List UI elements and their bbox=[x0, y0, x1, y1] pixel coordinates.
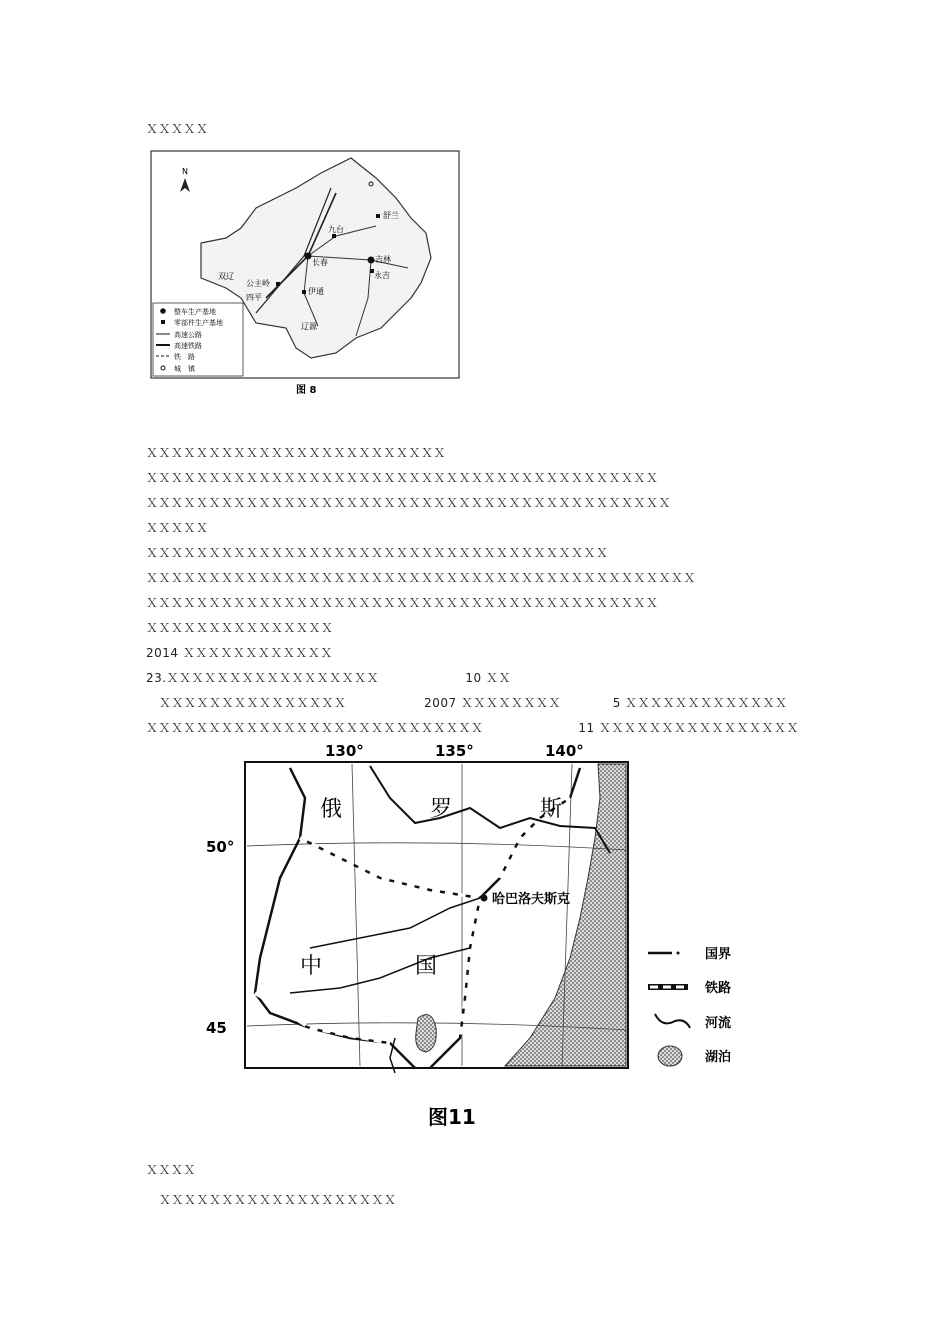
text-line-5: ＸＸＸＸＸ bbox=[146, 521, 209, 535]
legend-label: 高速铁路 bbox=[174, 342, 202, 350]
city-label-khabarovsk: 哈巴洛夫斯克 bbox=[492, 892, 571, 907]
text-line-2: ＸＸＸＸＸＸＸＸＸＸＸＸＸＸＸＸＸＸＸＸＸＸＸＸ bbox=[146, 446, 447, 460]
country-label: 国 bbox=[415, 954, 438, 979]
latitude-label: 50° bbox=[206, 838, 235, 856]
question-23-line-2: ＸＸＸＸＸＸＸＸＸＸＸＸＸＸＸ 2007 ＸＸＸＸＸＸＸＸ 5 ＸＸＸＸＸＸＸＸＸＸＸＸＸ bbox=[146, 696, 788, 710]
north-arrow-label: N bbox=[182, 167, 188, 176]
legend-label: 河流 bbox=[705, 1016, 732, 1031]
longitude-label: 140° bbox=[545, 742, 584, 760]
legend-label: 城 镇 bbox=[174, 365, 195, 373]
city-label: 公主岭 bbox=[246, 279, 270, 288]
city-label: 伊通 bbox=[308, 287, 324, 296]
country-label: 斯 bbox=[540, 797, 563, 822]
text-line-answer: ＸＸＸＸ bbox=[146, 1163, 197, 1177]
figure-map-11 bbox=[200, 738, 760, 1137]
figure-map-8 bbox=[146, 148, 464, 404]
country-label: 俄 bbox=[320, 797, 343, 822]
figure-caption: 图 8 bbox=[296, 385, 317, 396]
figure-caption: 图11 bbox=[428, 1105, 476, 1129]
legend-label: 湖泊 bbox=[705, 1050, 732, 1065]
text-line-4: ＸＸＸＸＸＸＸＸＸＸＸＸＸＸＸＸＸＸＸＸＸＸＸＸＸＸＸＸＸＸＸＸＸＸＸＸＸＸＸＸＸＸ bbox=[146, 496, 672, 510]
legend-label: 铁 路 bbox=[174, 353, 195, 361]
text-line-10: 2014 ＸＸＸＸＸＸＸＸＸＸＸＸ bbox=[146, 646, 333, 660]
text-line-1: ＸＸＸＸＸ bbox=[146, 122, 209, 136]
text-line-9: ＸＸＸＸＸＸＸＸＸＸＸＸＸＸＸ bbox=[146, 621, 334, 635]
latitude-label: 45 bbox=[206, 1019, 227, 1037]
text-line-8: ＸＸＸＸＸＸＸＸＸＸＸＸＸＸＸＸＸＸＸＸＸＸＸＸＸＸＸＸＸＸＸＸＸＸＸＸＸＸＸＸＸ bbox=[146, 596, 659, 610]
legend-label: 整车生产基地 bbox=[174, 308, 216, 316]
longitude-label: 130° bbox=[325, 742, 364, 760]
city-label: 四平 bbox=[246, 293, 262, 302]
text-line-3: ＸＸＸＸＸＸＸＸＸＸＸＸＸＸＸＸＸＸＸＸＸＸＸＸＸＸＸＸＸＸＸＸＸＸＸＸＸＸＸＸＸ bbox=[146, 471, 659, 485]
lake-xingkai bbox=[416, 1015, 437, 1052]
legend-label: 铁路 bbox=[705, 981, 732, 996]
city-label: 舒兰 bbox=[383, 211, 399, 220]
legend-label: 零部件生产基地 bbox=[174, 319, 223, 327]
text-line-7: ＸＸＸＸＸＸＸＸＸＸＸＸＸＸＸＸＸＸＸＸＸＸＸＸＸＸＸＸＸＸＸＸＸＸＸＸＸＸＸＸＸＸＸＸ bbox=[146, 571, 697, 585]
question-23-line-1: 23.ＸＸＸＸＸＸＸＸＸＸＸＸＸＸＸＸＸ 10 ＸＸ bbox=[146, 671, 511, 685]
city-label: 双辽 bbox=[218, 272, 234, 281]
longitude-label: 135° bbox=[435, 742, 474, 760]
question-23-line-3: ＸＸＸＸＸＸＸＸＸＸＸＸＸＸＸＸＸＸＸＸＸＸＸＸＸＸＸ 11 ＸＸＸＸＸＸＸＸＸＸＸＸＸＸＸＸ bbox=[146, 721, 800, 735]
text-line-6: ＸＸＸＸＸＸＸＸＸＸＸＸＸＸＸＸＸＸＸＸＸＸＸＸＸＸＸＸＸＸＸＸＸＸＸＸＸ bbox=[146, 546, 609, 560]
city-label: 辽源 bbox=[301, 322, 317, 331]
city-label: 永吉 bbox=[374, 271, 390, 280]
city-label: 长春 bbox=[312, 258, 328, 267]
country-label: 罗 bbox=[430, 797, 453, 822]
legend-label: 国界 bbox=[705, 947, 732, 962]
city-label: 吉林 bbox=[375, 255, 391, 264]
text-line-answer-1: ＸＸＸＸＸＸＸＸＸＸＸＸＸＸＸＸＸＸＸ bbox=[146, 1193, 397, 1207]
legend-label: 高速公路 bbox=[174, 331, 202, 339]
country-label: 中 bbox=[300, 954, 323, 979]
city-label: 九台 bbox=[328, 225, 344, 234]
